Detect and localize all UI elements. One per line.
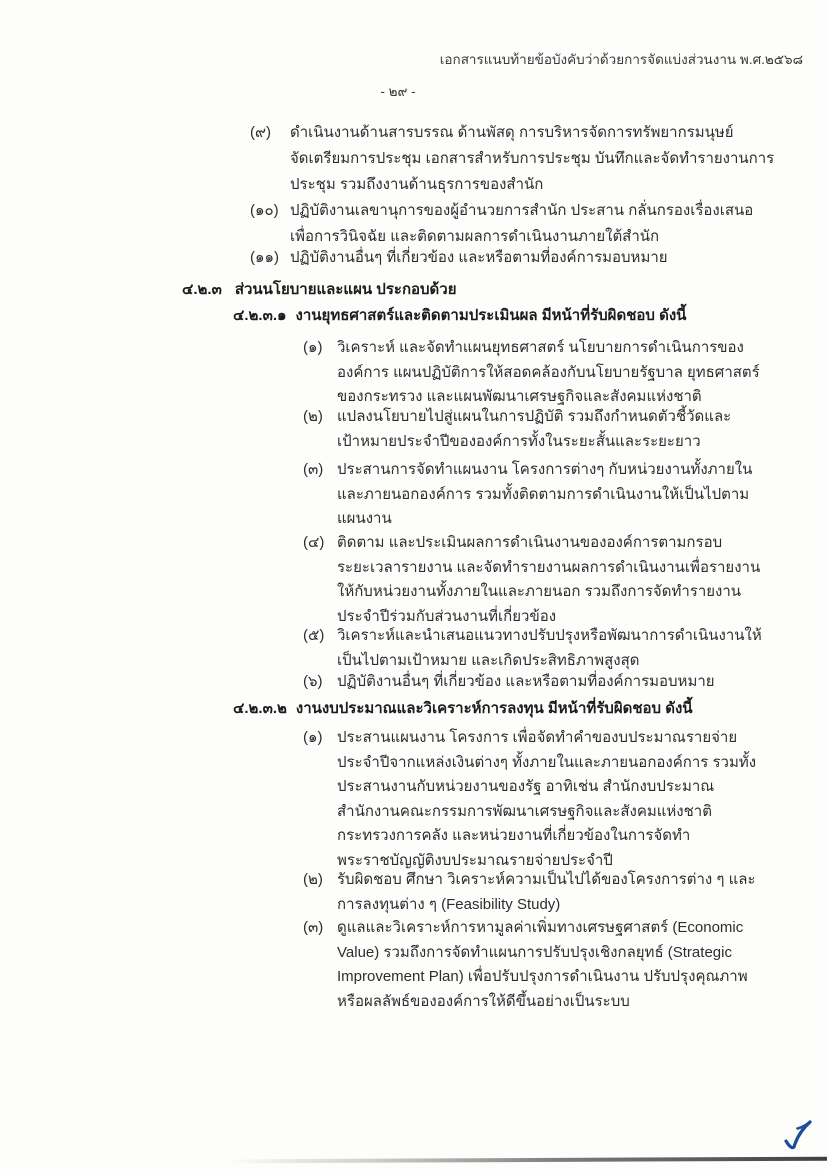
page-number: - ๒๙ - (380, 84, 416, 99)
text-line: ประสานงานกับหน่วยงานของรัฐ อาทิเช่น สำนักงบประมาณ (337, 778, 715, 795)
subsection-number: ๔.๒.๓.๒ (233, 700, 287, 717)
text-line: วิเคราะห์และนำเสนอแนวทางปรับปรุงหรือพัฒนาการดำเนินงานให้ (337, 627, 762, 644)
text-line: ปฏิบัติงานเลขานุการของผู้อำนวยการสำนัก ประสาน กลั่นกรองเรื่องเสนอ (290, 202, 754, 219)
subsection-number: ๔.๒.๓.๑ (233, 307, 287, 324)
text-line: ระยะเวลารายงาน และจัดทำรายงานผลการดำเนินงานเพื่อรายงาน (337, 558, 761, 576)
text-line: พระราชบัญญัติงบประมาณรายจ่ายประจำปี (337, 851, 613, 869)
text-line: ปฏิบัติงานอื่นๆ ที่เกี่ยวข้อง และหรือตามที่องค์การมอบหมาย (290, 249, 668, 266)
text-line: รับผิดชอบ ศึกษา วิเคราะห์ความเป็นไปได้ของโครงการต่าง ๆ และ (337, 871, 756, 888)
list-item-number: (๑๑) (250, 249, 280, 266)
text-line: ปฏิบัติงานอื่นๆ ที่เกี่ยวข้อง และหรือตามที่องค์การมอบหมาย (337, 673, 715, 690)
list-item-number: (๒) (303, 871, 323, 888)
text-line: และภายนอกองค์การ รวมทั้งติดตามการดำเนินงานให้เป็นไปตาม (337, 485, 750, 503)
subsection-heading (233, 696, 693, 722)
text-line: ประจำปีจากแหล่งเงินต่างๆ ทั้งภายในและภายนอกองค์การ รวมทั้ง (337, 753, 757, 771)
text-line: กระทรวงการคลัง และหน่วยงานที่เกี่ยวข้องในการจัดทำ (337, 827, 691, 844)
list-item-number: (๔) (303, 534, 325, 551)
list-item-number: (๓) (303, 461, 324, 478)
section-heading (182, 277, 457, 303)
section-title: ส่วนนโยบายและแผน ประกอบด้วย (234, 281, 457, 298)
text-line: เพื่อการวินิจฉัย และติดตามผลการดำเนินงานภายใต้สำนัก (290, 228, 660, 245)
list-item-number: (๙) (250, 124, 271, 141)
text-line: ประสานการจัดทำแผนงาน โครงการต่างๆ กับหน่วยงานทั้งภายใน (337, 461, 753, 478)
text-line: หรือผลลัพธ์ขององค์การให้ดีขึ้นอย่างเป็นระบบ (337, 992, 630, 1010)
text-line: องค์การ แผนปฏิบัติการให้สอดคล้องกับนโยบายรัฐบาล ยุทธศาสตร์ (337, 363, 760, 381)
pen-checkmark-icon (781, 1116, 817, 1156)
text-line: Value) รวมถึงการจัดทำแผนการปรับปรุงเชิงกลยุทธ์ (Strategic (337, 943, 732, 961)
text-line: ติดตาม และประเมินผลการดำเนินงานขององค์การตามกรอบ (337, 534, 723, 551)
text-line: จัดเตรียมการประชุม เอกสารสำหรับการประชุม บันทึกและจัดทำรายงานการ (290, 150, 775, 167)
text-line: สำนักงานคณะกรรมการพัฒนาเศรษฐกิจและสังคมแห่งชาติ (337, 802, 712, 820)
text-line: ของกระทรวง และแผนพัฒนาเศรษฐกิจและสังคมแห่งชาติ (337, 388, 702, 405)
text-line: Improvement Plan) เพื่อปรับปรุงการดำเนินงาน ปรับปรุงคุณภาพ (337, 968, 748, 985)
subsection-title: งานยุทธศาสตร์และติดตามประเมินผล มีหน้าที่รับผิดชอบ ดังนี้ (295, 307, 687, 324)
list-item-number: (๓) (303, 919, 324, 936)
text-line: เป็นไปตามเป้าหมาย และเกิดประสิทธิภาพสูงสุด (337, 651, 640, 669)
text-line: ประจำปีร่วมกับส่วนงานที่เกี่ยวข้อง (337, 607, 557, 625)
list-item-number: (๒) (303, 408, 323, 425)
list-item-number: (๕) (303, 627, 325, 644)
text-line: ดำเนินงานด้านสารบรรณ ด้านพัสดุ การบริหารจัดการทรัพยากรมนุษย์ (290, 124, 734, 141)
text-line: ให้กับหน่วยงานทั้งภายในและภายนอก รวมถึงการจัดทำรายงาน (337, 583, 742, 600)
list-item-number: (๑) (303, 339, 323, 356)
list-item-number: (๑) (303, 729, 323, 746)
text-line: แผนงาน (337, 510, 392, 527)
subsection-title: งานงบประมาณและวิเคราะห์การลงทุน มีหน้าที่รับผิดชอบ ดังนี้ (295, 700, 693, 717)
scan-edge-line (225, 1157, 827, 1164)
header-attachment-note: เอกสารแนบท้ายข้อบังคับว่าด้วยการจัดแบ่งส่วนงาน พ.ศ.๒๕๖๘ (439, 52, 803, 67)
text-line: ดูแลและวิเคราะห์การหามูลค่าเพิ่มทางเศรษฐศาสตร์ (Economic (337, 919, 744, 936)
text-line: วิเคราะห์ และจัดทำแผนยุทธศาสตร์ นโยบายการดำเนินการของ (337, 339, 744, 356)
text-line: ประชุม รวมถึงงานด้านธุรการของสำนัก (290, 176, 544, 193)
text-line: การลงทุนต่าง ๆ (Feasibility Study) (337, 895, 561, 913)
text-line: ประสานแผนงาน โครงการ เพื่อจัดทำคำของบประมาณรายจ่าย (337, 729, 738, 746)
list-item-number: (๑๐) (250, 202, 279, 219)
text-line: เป้าหมายประจำปีขององค์การทั้งในระยะสั้นและระยะยาว (337, 432, 701, 450)
section-number: ๔.๒.๓ (182, 281, 222, 298)
subsection-heading (233, 303, 686, 329)
text-line: แปลงนโยบายไปสู่แผนในการปฏิบัติ รวมถึงกำหนดตัวชี้วัดและ (337, 408, 732, 425)
list-item-number: (๖) (303, 673, 323, 690)
